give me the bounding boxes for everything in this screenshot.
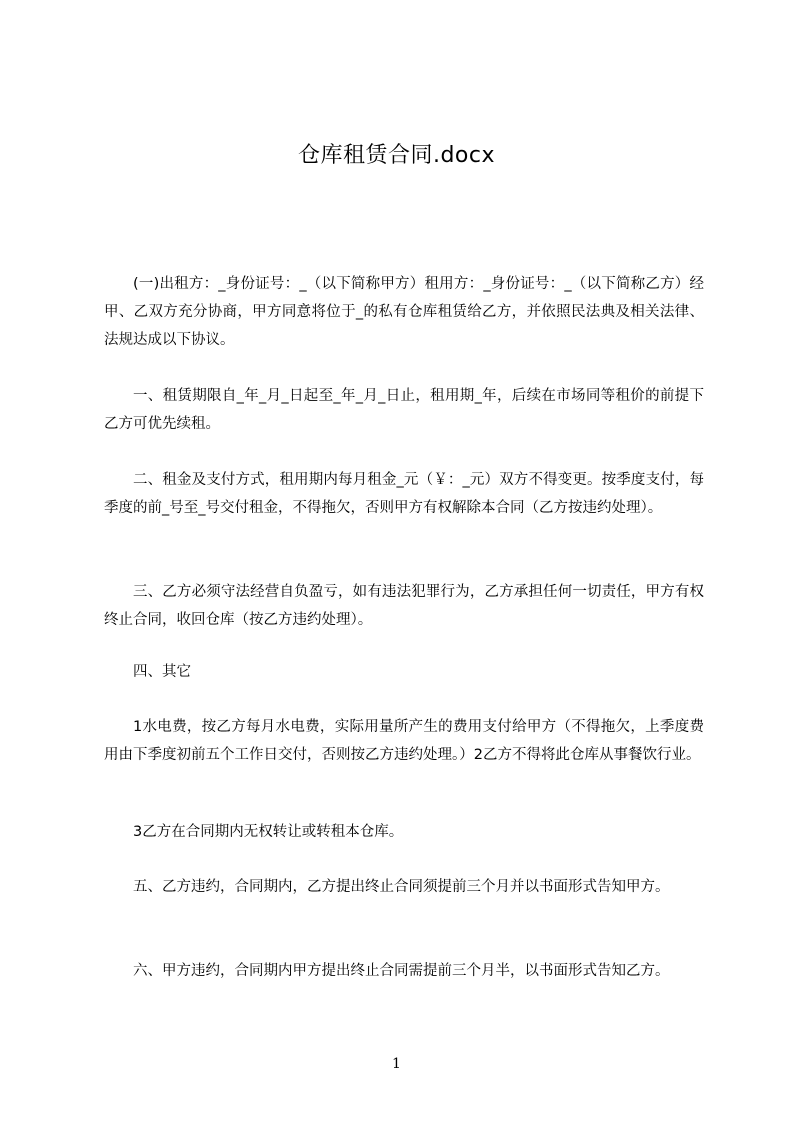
paragraph-rent: 二、租金及支付方式，租用期内每月租金_元（￥：_元）双方不得变更。按季度支付，每季度的前_号至_号交付租金，不得拖欠，否则甲方有权解除本合同（乙方按违约处理）。 xyxy=(104,472,704,516)
paragraph-term: 一、租赁期限自_年_月_日起至_年_月_日止，租用期_年，后续在市场同等租价的前提下乙方可优先续租。 xyxy=(104,388,704,432)
document-title: 仓库租赁合同.docx xyxy=(297,143,496,168)
paragraph-landlord-breach: 六、甲方违约，合同期内甲方提出终止合同需提前三个月半，以书面形式告知乙方。 xyxy=(133,963,670,979)
paragraph-tenant-breach: 五、乙方违约，合同期内，乙方提出终止合同须提前三个月并以书面形式告知甲方。 xyxy=(133,879,670,895)
paragraph-legal-operation: 三、乙方必须守法经营自负盈亏，如有违法犯罪行为，乙方承担任何一切责任，甲方有权终止合同，收回仓库（按乙方违约处理）。 xyxy=(104,584,704,628)
paragraph-parties: (一)出租方：_身份证号：_（以下简称甲方）租用方：_身份证号：_（以下简称乙方）经甲、乙双方充分协商，甲方同意将位于_的私有仓库租赁给乙方，并依照民法典及相关法律、法规达成以下协议。 xyxy=(104,276,704,348)
paragraph-other-heading: 四、其它 xyxy=(133,664,191,680)
page-number: 1 xyxy=(392,1056,401,1072)
paragraph-no-sublease: 3乙方在合同期内无权转让或转租本仓库。 xyxy=(133,824,404,840)
paragraph-utilities: 1水电费，按乙方每月水电费，实际用量所产生的费用支付给甲方（不得拖欠，上季度费用由下季度初前五个工作日交付，否则按乙方违约处理。）2乙方不得将此仓库从事餐饮行业。 xyxy=(104,719,704,763)
